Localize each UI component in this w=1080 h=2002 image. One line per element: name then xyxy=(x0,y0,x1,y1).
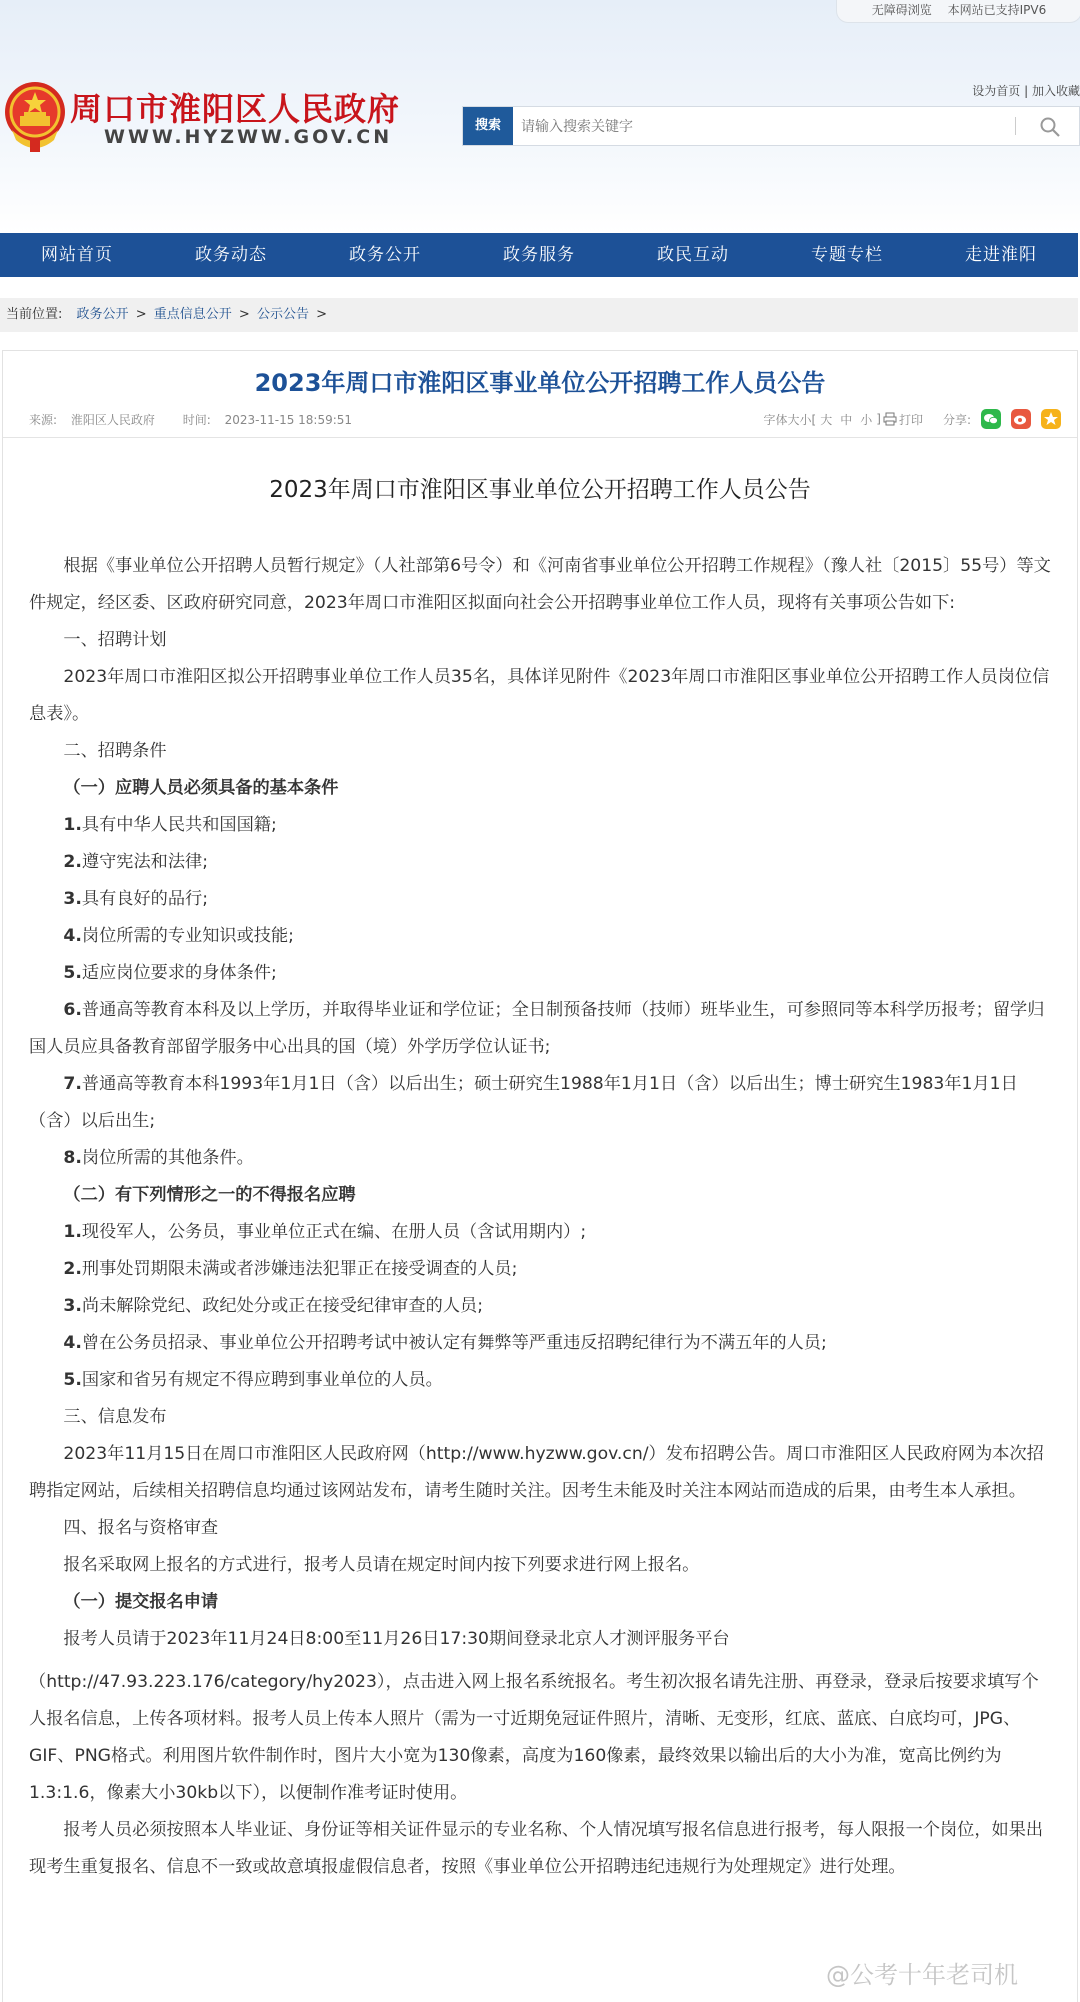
list-text: 国家和省另有规定不得应聘到事业单位的人员。 xyxy=(81,1370,443,1390)
intro-paragraph: 根据《事业单位公开招聘人员暂行规定》（人社部第6号令）和《河南省事业单位公开招聘工作规程》（豫人社〔2015〕55号）等文件规定，经区委、区政府研究同意，2023年周口市淮阳区拟面向社会公开招聘事业单位工作人员，现将有关事项公告如下: xyxy=(29,556,1051,613)
list-text: 刑事处罚期限未满或者涉嫌违法犯罪正在接受调查的人员; xyxy=(81,1259,518,1279)
ipv6-notice: 本网站已支持IPV6 xyxy=(947,3,1047,17)
bookmark-link[interactable]: 加入收藏 xyxy=(1031,84,1080,98)
main-nav xyxy=(0,233,1078,277)
search-icon[interactable] xyxy=(1039,116,1061,138)
subsection-heading: （二）有下列情形之一的不得报名应聘 xyxy=(63,1185,356,1205)
list-text: 具有良好的品行; xyxy=(81,889,208,909)
site-domain: WWW.HYZWW.GOV.CN xyxy=(104,126,393,148)
subsection-heading: （一）提交报名申请 xyxy=(63,1592,219,1612)
list-text: 具有中华人民共和国国籍; xyxy=(81,815,277,835)
list-number: 1. xyxy=(63,1222,82,1242)
search-button[interactable]: 搜索 xyxy=(463,107,513,145)
list-number: 5. xyxy=(63,963,82,983)
paragraph: 报名采取网上报名的方式进行，报考人员请在规定时间内按下列要求进行网上报名。 xyxy=(63,1555,700,1575)
share-label: 分享: xyxy=(942,412,971,427)
list-number: 6. xyxy=(63,1000,82,1020)
section-heading: 四、报名与资格审查 xyxy=(63,1518,219,1538)
breadcrumb xyxy=(0,298,1078,332)
font-size-small[interactable]: 小 xyxy=(860,412,873,427)
header-links xyxy=(972,82,1080,99)
font-size-end: ] xyxy=(876,412,881,426)
favorite-star-icon[interactable] xyxy=(1041,409,1061,429)
list-item xyxy=(29,1325,1053,1362)
nav-open-gov[interactable]: 政务公开 xyxy=(349,245,421,265)
nav-news[interactable]: 政务动态 xyxy=(195,245,267,265)
list-number: 3. xyxy=(63,1296,82,1316)
breadcrumb-item-open-gov[interactable]: 政务公开 xyxy=(76,307,129,322)
list-number: 2. xyxy=(63,1259,82,1279)
source-value: 淮阳区人民政府 xyxy=(70,413,155,427)
list-number: 4. xyxy=(63,926,82,946)
list-item xyxy=(29,844,1053,881)
list-text: 曾在公务员招录、事业单位公开招聘考试中被认定有舞弊等严重违反招聘纪律行为不满五年的人员; xyxy=(81,1333,827,1353)
subsection-heading: （一）应聘人员必须具备的基本条件 xyxy=(63,778,339,798)
list-number: 8. xyxy=(63,1148,82,1168)
list-number: 1. xyxy=(63,815,82,835)
font-size-large[interactable]: 大 xyxy=(820,412,833,427)
search-input[interactable] xyxy=(519,111,993,143)
time-value: 2023-11-15 18:59:51 xyxy=(224,413,353,427)
search-box xyxy=(462,106,1080,146)
source-label: 来源: xyxy=(29,413,58,427)
list-item xyxy=(29,881,1053,918)
list-number: 4. xyxy=(63,1333,82,1353)
breadcrumb-sep: > xyxy=(316,307,327,322)
header-divider xyxy=(3,437,1077,438)
list-item xyxy=(29,1214,1053,1251)
article-body xyxy=(29,548,1053,1886)
link-separator: | xyxy=(1024,84,1029,98)
weibo-share-icon[interactable] xyxy=(1011,409,1031,429)
article-panel xyxy=(2,350,1078,2002)
printer-icon[interactable] xyxy=(883,412,897,426)
font-size-label: 字体大小[ xyxy=(763,412,817,427)
time-label: 时间: xyxy=(182,413,211,427)
list-text: 适应岗位要求的身体条件; xyxy=(81,963,277,983)
national-emblem-icon xyxy=(2,78,68,154)
list-item xyxy=(29,1251,1053,1288)
article-title: 2023年周口市淮阳区事业单位公开招聘工作人员公告 xyxy=(254,369,826,397)
list-item xyxy=(29,918,1053,955)
font-size-medium[interactable]: 中 xyxy=(840,412,853,427)
list-text: 岗位所需的其他条件。 xyxy=(81,1148,254,1168)
watermark-text: @公考十年老司机 xyxy=(826,1961,1018,1989)
nav-topics[interactable]: 专题专栏 xyxy=(811,245,883,265)
list-number: 2. xyxy=(63,852,82,872)
list-item xyxy=(29,992,1053,1066)
paragraph: 报考人员必须按照本人毕业证、身份证等相关证件显示的专业名称、个人情况填写报名信息进行报考，每人限报一个岗位，如果出现考生重复报名、信息不一致或故意填报虚假信息者，按照《事业单位公开招聘违纪违规行为处理规定》进行处理。 xyxy=(29,1820,1044,1877)
breadcrumb-sep: > xyxy=(238,307,250,322)
breadcrumb-sep: > xyxy=(135,307,147,322)
section-heading: 三、信息发布 xyxy=(63,1407,167,1427)
paragraph: （http://47.93.223.176/category/hy2023），点击进入网上报名系统报名。考生初次报名请先注册、再登录，登录后按要求填写个人报名信息，上传各项材料。报考人员上传本人照片（需为一寸近期免冠证件照片，清晰、无变形，红底、蓝底、白底均可，JPG、GIF、PNG格式。利用图片软件制作时，图片大小宽为130像素，高度为160像素，最终效果以输出后的大小为准，宽高比例约为1.3:1.6，像素大小30kb以下），以便制作准考证时使用。 xyxy=(29,1672,1039,1803)
breadcrumb-item-key-info[interactable]: 重点信息公开 xyxy=(153,307,232,322)
list-number: 5. xyxy=(63,1370,82,1390)
site-name[interactable]: 周口市淮阳区人民政府 xyxy=(70,90,401,128)
section-heading: 二、招聘条件 xyxy=(63,741,167,761)
print-link[interactable]: 打印 xyxy=(898,412,923,427)
paragraph: 2023年11月15日在周口市淮阳区人民政府网（http://www.hyzww.gov.cn/）发布招聘公告。周口市淮阳区人民政府网为本次招聘指定网站，后续相关招聘信息均通过该网站发布，请考生随时关注。因考生未能及时关注本网站而造成的后果，由考生本人承担。 xyxy=(29,1444,1044,1501)
list-item xyxy=(29,1140,1053,1177)
list-item xyxy=(29,955,1053,992)
nav-home[interactable]: 网站首页 xyxy=(41,245,113,265)
breadcrumb-label: 当前位置: xyxy=(6,307,63,322)
list-text: 尚未解除党纪、政纪处分或正在接受纪律审查的人员; xyxy=(81,1296,483,1316)
paragraph: 报考人员请于2023年11月24日8:00至11月26日17:30期间登录北京人才测评服务平台 xyxy=(63,1629,730,1649)
breadcrumb-item-notices[interactable]: 公示公告 xyxy=(256,307,309,322)
list-text: 遵守宪法和法律; xyxy=(81,852,208,872)
nav-about-huaiyang[interactable]: 走进淮阳 xyxy=(965,245,1037,265)
paragraph: 2023年周口市淮阳区拟公开招聘事业单位工作人员35名，具体详见附件《2023年周口市淮阳区事业单位公开招聘工作人员岗位信息表》。 xyxy=(29,667,1050,724)
accessibility-link[interactable]: 无障碍浏览 xyxy=(871,3,932,17)
list-text: 岗位所需的专业知识或技能; xyxy=(81,926,294,946)
top-utility-bar xyxy=(836,0,1080,23)
list-number: 3. xyxy=(63,889,82,909)
wechat-share-icon[interactable] xyxy=(981,409,1001,429)
list-text: 现役军人，公务员，事业单位正式在编、在册人员（含试用期内）; xyxy=(81,1222,587,1242)
nav-services[interactable]: 政务服务 xyxy=(503,245,575,265)
nav-interaction[interactable]: 政民互动 xyxy=(657,245,729,265)
list-text: 普通高等教育本科及以上学历，并取得毕业证和学位证；全日制预备技师（技师）班毕业生，可参照同等本科学历报考；留学归国人员应具备教育部留学服务中心出具的国（境）外学历学位认证书; xyxy=(29,1000,1045,1057)
list-item xyxy=(29,807,1053,844)
list-text: 普通高等教育本科1993年1月1日（含）以后出生；硕士研究生1988年1月1日（含）以后出生；博士研究生1983年1月1日（含）以后出生; xyxy=(29,1074,1018,1131)
list-item xyxy=(29,1066,1053,1140)
article-meta xyxy=(29,411,376,428)
section-heading: 一、招聘计划 xyxy=(63,630,167,650)
article-tools xyxy=(764,409,1061,429)
set-homepage-link[interactable]: 设为首页 xyxy=(972,84,1021,98)
content-title: 2023年周口市淮阳区事业单位公开招聘工作人员公告 xyxy=(269,477,811,503)
list-item xyxy=(29,1362,1053,1399)
search-divider xyxy=(1015,117,1016,135)
list-number: 7. xyxy=(63,1074,82,1094)
list-item xyxy=(29,1288,1053,1325)
